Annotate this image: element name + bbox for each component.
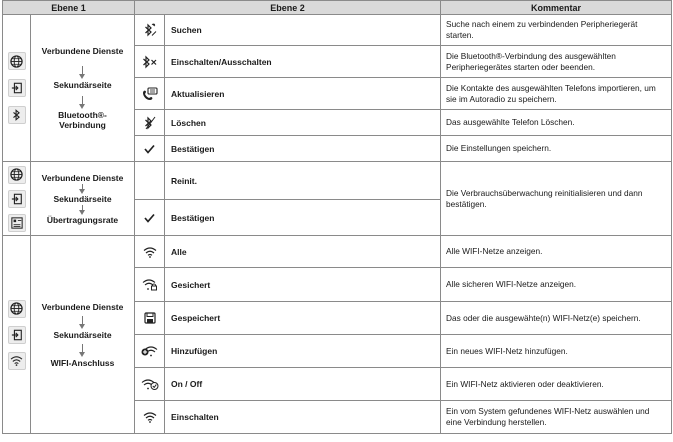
wifi-icon — [8, 352, 26, 370]
bluetooth-delete-icon — [135, 110, 165, 136]
comment-text: Die Einstellungen speichern. — [441, 136, 672, 162]
comment-text: Ein neues WIFI-Netz hinzufügen. — [441, 335, 672, 368]
option-label[interactable]: Reinit. — [165, 162, 441, 200]
flow-step: Sekundärseite — [53, 193, 112, 204]
save-icon — [135, 302, 165, 335]
phone-update-icon — [135, 78, 165, 110]
wifi-add-icon — [135, 335, 165, 368]
option-label[interactable]: Gespeichert — [165, 302, 441, 335]
comment-text: Das oder die ausgewähte(n) WIFI-Netz(e) speichern. — [441, 302, 672, 335]
globe-icon — [8, 300, 26, 318]
level1-flow-wifi — [31, 236, 135, 434]
globe-icon — [8, 52, 26, 70]
flow-step: Verbundene Dienste — [41, 46, 124, 56]
settings-table — [2, 0, 672, 434]
comment-text: Alle WIFI-Netze anzeigen. — [441, 236, 672, 268]
wifi-lock-icon — [135, 268, 165, 302]
option-label[interactable]: Gesichert — [165, 268, 441, 302]
option-label[interactable]: Suchen — [165, 15, 441, 46]
bluetooth-icon — [8, 106, 26, 124]
flow-step: Verbundene Dienste — [41, 172, 124, 183]
option-label[interactable]: Bestätigen — [165, 136, 441, 162]
header-level2: Ebene 2 — [135, 1, 441, 15]
table-row — [3, 162, 672, 200]
flow-step: Sekundärseite — [53, 329, 112, 340]
level1-flow-bluetooth — [31, 15, 135, 162]
comment-text: Suche nach einem zu verbindenden Peripheriegerät starten. — [441, 15, 672, 46]
flow-step: Sekundärseite — [53, 80, 112, 90]
level1-icons — [3, 15, 31, 162]
option-label[interactable]: Löschen — [165, 110, 441, 136]
comment-text: Das ausgewählte Telefon Löschen. — [441, 110, 672, 136]
level1-icons — [3, 162, 31, 236]
option-label[interactable]: Aktualisieren — [165, 78, 441, 110]
comment-text: Die Bluetooth®-Verbindung des ausgewählten Peripheriegerätes starten oder beenden. — [441, 46, 672, 78]
table-row — [3, 236, 672, 268]
wifi-icon — [135, 401, 165, 434]
option-label[interactable]: On / Off — [165, 368, 441, 401]
arrow-down-icon — [82, 96, 83, 104]
login-icon — [8, 326, 26, 344]
arrow-down-icon — [82, 316, 83, 324]
wifi-check-icon — [135, 368, 165, 401]
comment-text: Alle sicheren WIFI-Netze anzeigen. — [441, 268, 672, 302]
wifi-icon — [135, 236, 165, 268]
option-label[interactable]: Bestätigen — [165, 200, 441, 236]
comment-text: Ein vom System gefundenes WIFI-Netz auswählen und eine Verbindung herstellen. — [441, 401, 672, 434]
flow-step: WIFI-Anschluss — [50, 357, 115, 368]
data-rate-icon — [8, 214, 26, 232]
comment-text: Die Verbrauchsüberwachung reinitialisieren und dann bestätigen. — [441, 162, 672, 236]
option-label[interactable]: Einschalten/Ausschalten — [165, 46, 441, 78]
option-label[interactable]: Einschalten — [165, 401, 441, 434]
level1-icons — [3, 236, 31, 434]
login-icon — [8, 79, 26, 97]
checkmark-icon — [135, 200, 165, 236]
comment-text: Ein WIFI-Netz aktivieren oder deaktivieren. — [441, 368, 672, 401]
flow-step: Verbundene Dienste — [41, 301, 124, 312]
flow-step: Übertragungsrate — [46, 214, 119, 225]
level1-flow-datarate — [31, 162, 135, 236]
checkmark-icon — [135, 136, 165, 162]
table-row — [3, 15, 672, 46]
flow-step: Bluetooth®-Verbindung — [58, 110, 107, 130]
search-device-icon — [135, 15, 165, 46]
login-icon — [8, 190, 26, 208]
arrow-down-icon — [82, 344, 83, 352]
arrow-down-icon — [82, 66, 83, 74]
globe-icon — [8, 166, 26, 184]
option-label[interactable]: Hinzufügen — [165, 335, 441, 368]
table-header-row — [3, 1, 672, 15]
header-comment: Kommentar — [441, 1, 672, 15]
header-level1: Ebene 1 — [3, 1, 135, 15]
bluetooth-toggle-icon — [135, 46, 165, 78]
comment-text: Die Kontakte des ausgewählten Telefons importieren, um sie im Autoradio zu speichern. — [441, 78, 672, 110]
arrow-down-icon — [82, 184, 83, 189]
option-label[interactable]: Alle — [165, 236, 441, 268]
arrow-down-icon — [82, 205, 83, 210]
